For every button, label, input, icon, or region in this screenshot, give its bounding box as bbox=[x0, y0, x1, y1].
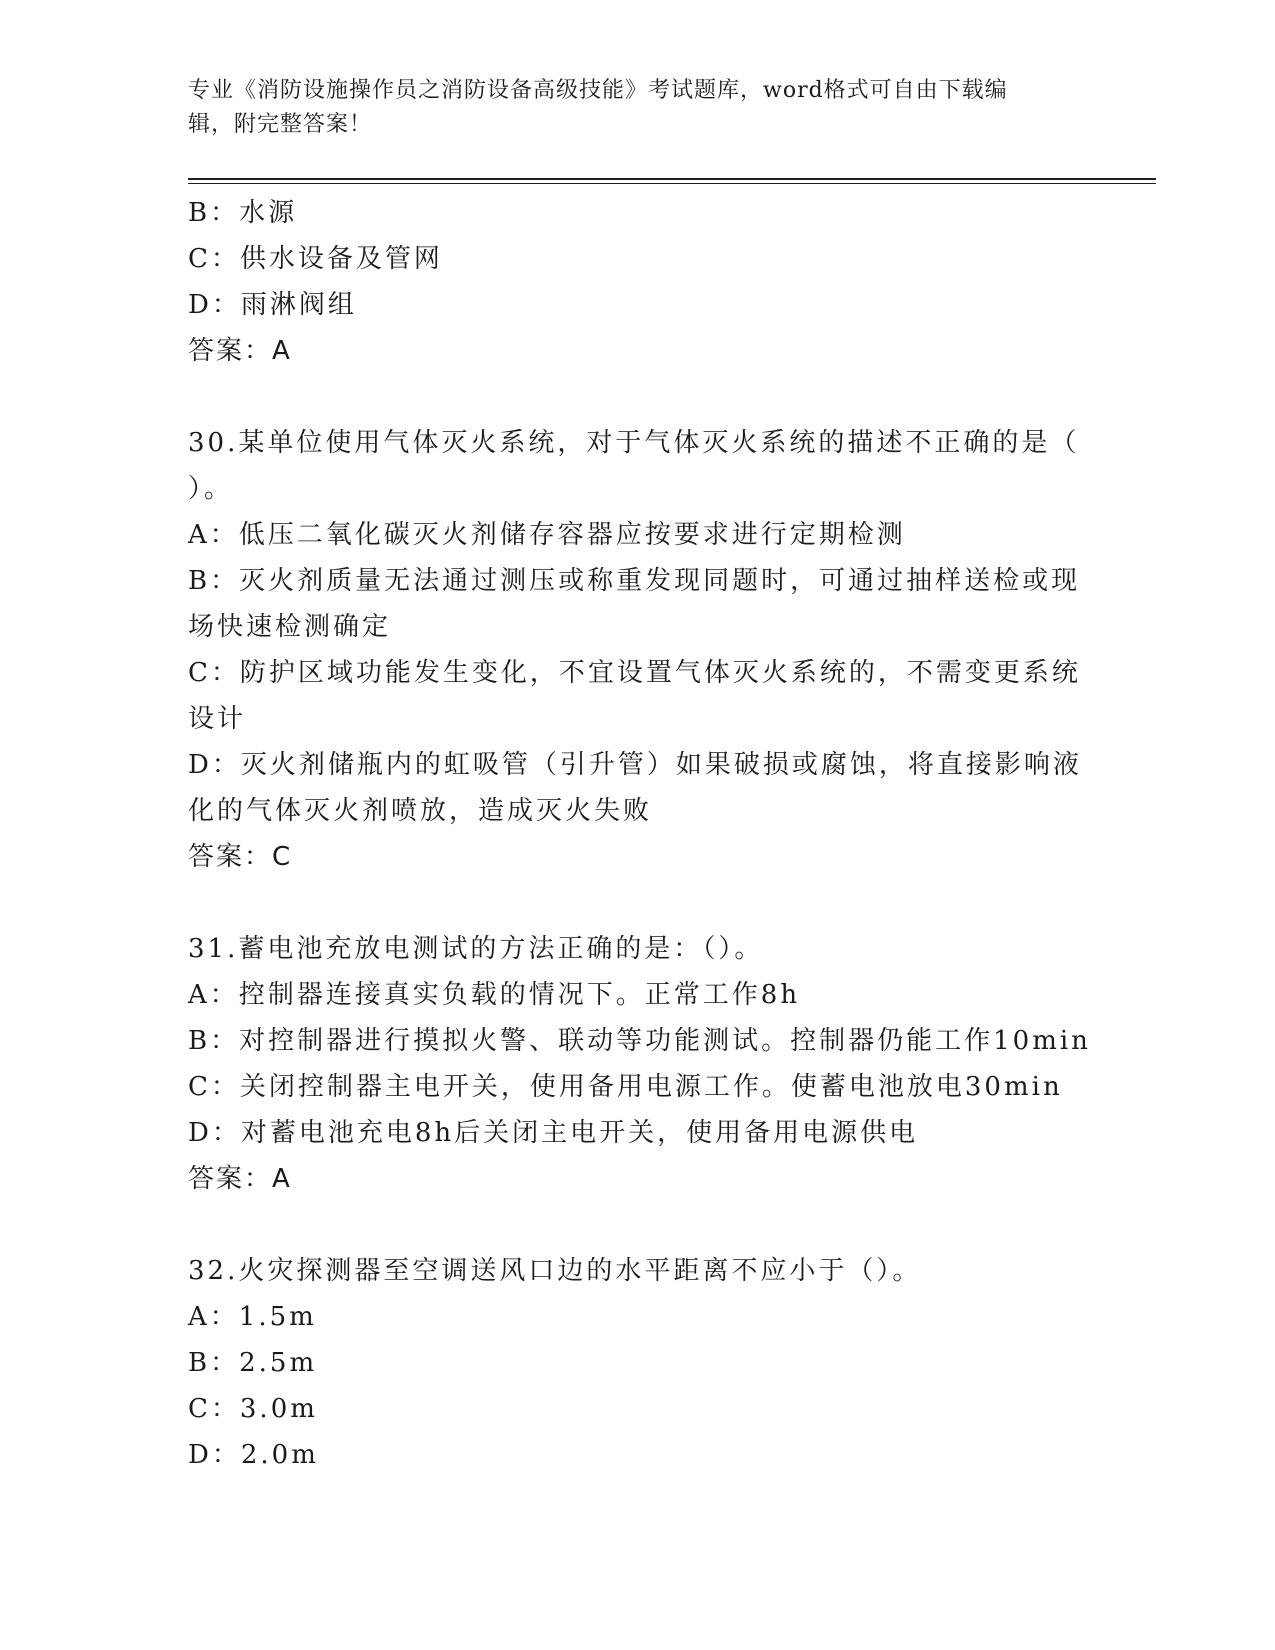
question-stem-continued: ）。 bbox=[188, 474, 234, 504]
option-a: A：1.5m bbox=[188, 1302, 317, 1332]
option-b: B：2.5m bbox=[188, 1348, 318, 1378]
question-29 bbox=[188, 190, 1088, 374]
question-stem: 31.蓄电池充放电测试的方法正确的是：（）。 bbox=[188, 934, 764, 964]
spacer bbox=[188, 880, 1088, 926]
option-d: D：灭火剂储瓶内的虹吸管（引升管）如果破损或腐蚀，将直接影响液 bbox=[188, 750, 1082, 780]
option-c: C：3.0m bbox=[188, 1394, 318, 1424]
spacer bbox=[188, 1202, 1088, 1248]
option-d-continued: 化的气体灭火剂喷放，造成灭火失败 bbox=[188, 796, 653, 826]
option-c: C：防护区域功能发生变化，不宜设置气体灭火系统的，不需变更系统 bbox=[188, 658, 1081, 688]
question-stem: 30.某单位使用气体灭火系统，对于气体灭火系统的描述不正确的是（ bbox=[188, 428, 1080, 458]
answer-line: 答案：C bbox=[188, 842, 293, 872]
answer-line: 答案：A bbox=[188, 336, 292, 366]
header-line-1: 专业《消防设施操作员之消防设备高级技能》考试题库，word格式可自由下载编 bbox=[188, 78, 1008, 103]
question-30 bbox=[188, 420, 1088, 880]
option-d: D：雨淋阀组 bbox=[188, 290, 357, 320]
document-header bbox=[188, 74, 1068, 142]
option-b: B：对控制器进行摸拟火警、联动等功能测试。控制器仍能工作10min bbox=[188, 1026, 1091, 1056]
option-c: C：供水设备及管网 bbox=[188, 244, 443, 274]
option-d: D：对蓄电池充电8h后关闭主电开关，使用备用电源供电 bbox=[188, 1118, 919, 1148]
option-c-continued: 设计 bbox=[188, 704, 247, 734]
header-divider-thick bbox=[188, 178, 1156, 180]
option-a: A：控制器连接真实负载的情况下。正常工作8h bbox=[188, 980, 801, 1010]
question-32 bbox=[188, 1248, 1088, 1478]
option-b: B：灭火剂质量无法通过测压或称重发现同题时，可通过抽样送检或现 bbox=[188, 566, 1081, 596]
option-b: B：水源 bbox=[188, 198, 298, 228]
header-line-2: 辑，附完整答案！ bbox=[188, 112, 373, 137]
answer-line: 答案：A bbox=[188, 1164, 292, 1194]
option-c: C：关闭控制器主电开关，使用备用电源工作。使蓄电池放电30min bbox=[188, 1072, 1063, 1102]
header-divider-thin bbox=[188, 183, 1156, 184]
option-d: D：2.0m bbox=[188, 1440, 319, 1470]
question-list bbox=[188, 190, 1091, 1478]
option-a: A：低压二氧化碳灭火剂储存容器应按要求进行定期检测 bbox=[188, 520, 906, 550]
spacer bbox=[188, 374, 1088, 420]
question-31 bbox=[188, 926, 1091, 1202]
question-stem: 32.火灾探测器至空调送风口边的水平距离不应小于（）。 bbox=[188, 1256, 922, 1286]
option-b-continued: 场快速检测确定 bbox=[188, 612, 392, 642]
